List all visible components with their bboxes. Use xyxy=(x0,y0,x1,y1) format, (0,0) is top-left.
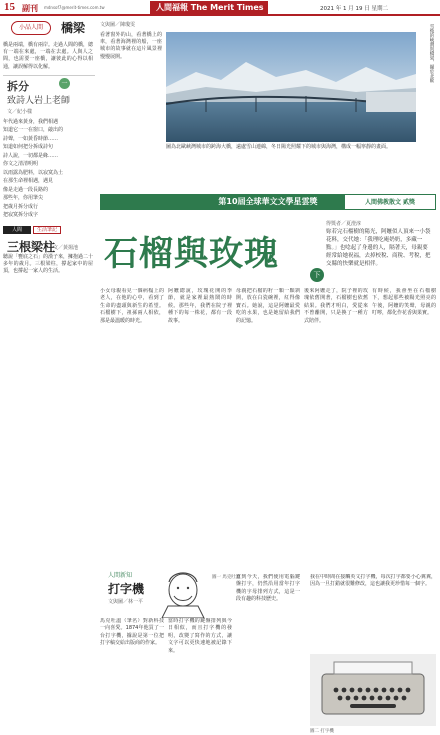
typewriter-column: 當時打字機的鍵盤排列與今日相似，而且打字機的發明，改變了寫作的方式，讓文字可以更快速地被記錄下來。 xyxy=(168,618,232,654)
figure-1-caption: 圖一 馬克吐溫 xyxy=(212,575,241,580)
sangen-byline: 文／黃揚池 xyxy=(53,244,79,251)
typewriter-byline: 文與圖／林一平 xyxy=(108,599,144,605)
typewriter-image xyxy=(310,654,436,726)
poem-title: 拆分 xyxy=(7,80,29,93)
contact-email: mdnsof7@merit-times.com.tw xyxy=(44,5,105,10)
column-tag: 小品人間 xyxy=(11,21,51,35)
mark-twain-sketch xyxy=(156,566,210,618)
section-badge: 人間 xyxy=(3,226,31,234)
bridge-body: 看著窗外的山，看著橋上的車，看著海灣裡的船，一座城市的故事就在這片風景裡慢慢展開。 xyxy=(100,32,162,60)
article-title: 石榴與玫瑰 xyxy=(104,236,279,273)
poem-line: 把寂寞拆分成字 xyxy=(3,212,39,219)
poem-header xyxy=(3,75,95,107)
typewriter-column: 直到今天，我們使用電腦鍵盤打字，仍然沿用當年打字機的字母排列方式，這是一段有趣的科技歷史。 xyxy=(236,574,300,603)
poem-subtitle: 致詩人岩上老師 xyxy=(7,94,71,105)
poem-line: 把歲月拆分成行 xyxy=(3,203,39,210)
sangen-title: 三根梁柱 xyxy=(7,239,56,254)
left-story-title: 橋梁 xyxy=(61,21,86,35)
article-intro: 妳若完石榴樹的陽光，阿嬤似人頂來一小袋花料，交代她：「我理吃庵奶奶，多藏一點。」也唸起了身邊的人，隔著天，母親要經常給她祝福，去掉校稅、商稅、考稅，把交縣的快樂就是相伴。 xyxy=(326,229,431,267)
poem-line: 年代過來黃身，我們相遇 xyxy=(3,118,59,125)
left-story-header xyxy=(3,18,95,42)
photo-caption: 圖為北歐峽灣城市的跨海大橋，遠處雪山連綿，冬日陽光照耀下的城市與海灣，構成一幅寧靜的畫面。 xyxy=(166,144,392,150)
article-body xyxy=(100,288,436,568)
typewriter-column: 我在中時間在接觸英文打字機，每次打字都要小心翼翼，因為一旦打錯就很難修改，這也讓我更珍惜每一個字。 xyxy=(310,574,436,588)
page-number: 15 xyxy=(4,1,15,13)
award-banner xyxy=(100,194,436,210)
article-column: 母親把石榴的籽一顆一顆剝開，放在白瓷碗裡，紅得像寶石。她說，這是阿嬤最愛吃的水果，也是她留給我們的記憶。 xyxy=(236,288,300,324)
article-byline: 得獎者／夏澄淳 xyxy=(326,221,362,227)
typewriter-photo xyxy=(310,654,436,726)
left-story-body: 橋是兩端，橋有兩岸。走過人間的橋，總有一端在來處，一端在去處。人與人之間，也需要一座橋，讓彼此的心得以相通，讓誤解得以化解。 xyxy=(3,42,94,70)
photo-side-caption: 雪後的峽灣與橋梁，攝於北歐 xyxy=(429,24,434,83)
portrait-sketch xyxy=(156,566,210,618)
article-column: 阿嬤總說，玫瑰花開的季節，就是家裡最熱鬧的時候。那些年，我們在院子裡種下的每一株花，都有一段故事。 xyxy=(168,288,232,324)
sangen-badges xyxy=(3,224,95,236)
typewriter-column: 馬克吐溫（筆名）對新科技一向喜愛。1874年他買了一台打字機，據說是第一位把打字稿交給出版商的作家。 xyxy=(100,618,164,647)
poem-line: 知道它一一在窗口，敲出的 xyxy=(3,127,64,134)
figure-2-caption: 圖二 打字機 xyxy=(310,729,334,734)
poem-line: 知道如何把分拆成詩句 xyxy=(3,144,54,151)
poem-line: 那些年，你用筆尖 xyxy=(3,195,44,202)
main-column xyxy=(100,18,436,733)
section-name: 副刊 xyxy=(22,4,38,13)
newspaper-logo: 人間福報 The Merit Times xyxy=(150,1,268,14)
poem-byline: 文／紀小樣 xyxy=(7,108,33,115)
article-column: 小女母親看見一個病榻上的老人，在他的心中，看到了生命的盡頭與新生的希望。石榴樹下，祖孫兩人相依，那是最溫暖的時光。 xyxy=(100,288,164,324)
poem-line: 在那生命裡相遇，遇見 xyxy=(3,178,54,185)
fjord-bridge-image xyxy=(166,32,416,142)
bridge-byline: 文與圖／陳瓊雯 xyxy=(100,22,136,28)
bridge-story xyxy=(100,22,162,192)
masthead xyxy=(0,0,440,16)
left-column xyxy=(3,18,95,733)
fjord-bridge-photo xyxy=(166,32,416,142)
poem-line: 詩人說，一切都是緣…… xyxy=(3,152,59,159)
award-category: 人間佛教散文 貳獎 xyxy=(344,194,436,210)
issue-date: 2021 年 1 月 19 日 星期二 xyxy=(320,6,388,12)
poem-body xyxy=(3,119,95,220)
sangen-body: 聽說「甕底之石」的漢子來，擁抱過二十多年的歲月。三根梁柱，撐起家中的屋頂，也撐起一家人的生活。 xyxy=(3,253,94,275)
typewriter-tag: 人間新知 xyxy=(108,572,133,579)
poem-line: 你文之清清明明 xyxy=(3,161,39,168)
poem-line: 以雨露為肥料，以寂寞為土 xyxy=(3,169,64,176)
part-badge: 下 xyxy=(310,268,324,282)
typewriter-title: 打字機 xyxy=(108,582,145,596)
poem-number-badge: 一 xyxy=(59,78,70,89)
award-name: 第10屆全球華文文學星雲獎 xyxy=(218,197,318,206)
article-column: 有時候，我會坐在石榴樹下，想起那些被陽光照亮的午後，阿嬤的笑聲，母親的叮嚀，都化作花香與果實。 xyxy=(372,288,436,317)
article-column: 後來阿嬤走了，院子裡的玫瑰依舊開著，石榴樹也依舊結果。我們才明白，愛從來不曾離開，只是換了一種方式陪伴。 xyxy=(304,288,368,324)
poem-line: 像是走過一段長路的 xyxy=(3,186,49,193)
sangen-header xyxy=(3,236,95,254)
column-badge: 生活筆記 xyxy=(33,226,61,234)
poem-line: 詩聲，一如黃昏時節…… xyxy=(3,135,59,142)
